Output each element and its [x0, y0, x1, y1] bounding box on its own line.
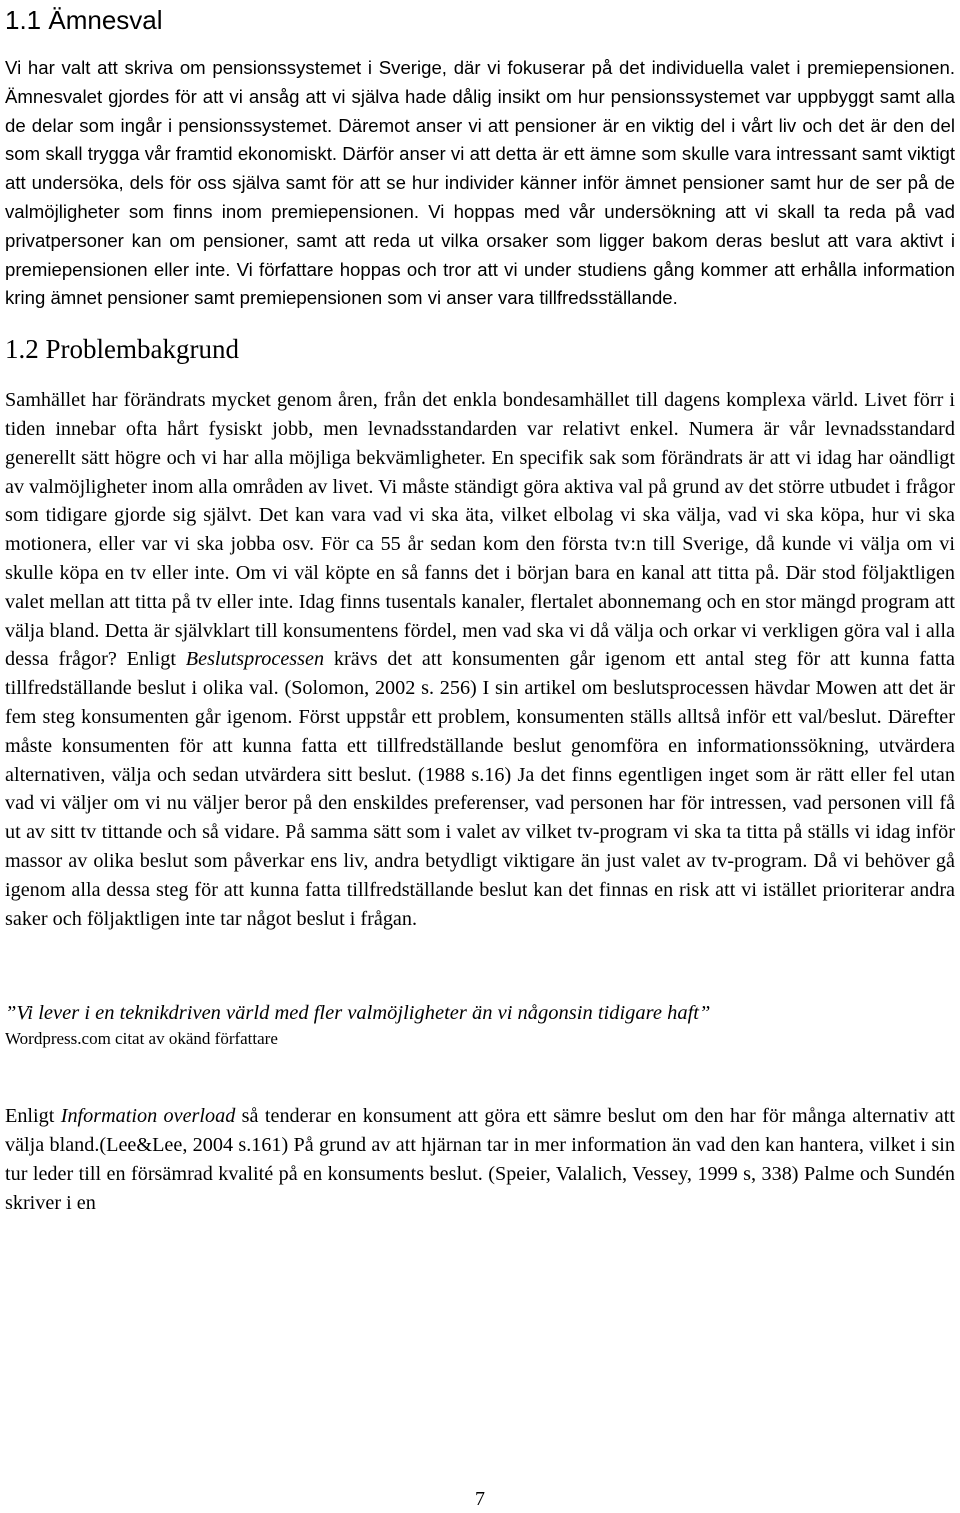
body-paragraph-amnesval: Vi har valt att skriva om pensionssystemet i Sverige, där vi fokuserar på det individuella valet i premiepensionen. Ämnesvalet gjordes för att vi ansåg att vi själva hade dålig insikt om hur pensionssystemet var uppbyggt samt alla de delar som ingår i pensionssystemet. Däremot anser vi att pensioner är en viktig del i vårt liv och det är den del som skall trygga vår framtid ekonomiskt. Därför anser vi att detta är ett ämne som skulle vara intressant samt viktigt att undersöka, dels för oss själva samt för att se hur individer känner inför ämnet pensioner samt hur de ser på de valmöjligheter som finns inom premiepensionen. Vi hoppas med vår undersökning att vi skall ta reda på vad privatpersoner kan om pensioner, samt att reda ut vilka orsaker som ligger bakom deras beslut att vara aktivt i premiepensionen eller inte. Vi författare hoppas och tror att vi under studiens gång kommer att erhålla information kring ämnet pensioner samt premiepensionen som vi anser vara tillfredsställande.	[5, 57, 955, 309]
italic-term: Information overload	[60, 1105, 236, 1128]
section-heading-amnesval: 1.1 Ämnesval	[5, 5, 163, 35]
paragraph-text: krävs det att konsumenten går igenom ett antal steg för att kunna fatta tillfredställande beslut i olika val. (Solomon, 2002 s. 256) I sin artikel om beslutsprocessen hävdar Mowen att det är fem steg konsumenten går igenom. Först uppstår ett problem, konsumenten ställs alltså inför ett val/beslut. Därefter måste konsumenten för att kunna fatta ett tillfredställande beslut genomföra en informationssökning, utvärdera alternativen, välja och sedan utvärdera sitt beslut. (1988 s.16) Ja det finns egentligen inget som är rätt eller fel utan vad vi väljer om vi nu väljer beror på den enskildes preferenser, vad personen har för intressen, vad personen vill få ut av sitt tv tittande och så vidare. På samma sätt som i valet av vilket tv-program vi ska ta titta på ställs vi idag inför massor av olika beslut som påverkar ens liv, andra betydligt viktigare än just valet av tv-program. Då vi behöver gå igenom alla dessa steg för att kunna fatta tillfredställande beslut kan det finnas en risk att vi istället prioriterar andra saker och följaktligen inte tar något beslut i frågan.	[5, 648, 955, 930]
quote-attribution: Wordpress.com citat av okänd författare	[5, 1029, 278, 1049]
document-page	[5, 0, 955, 1218]
body-paragraph-problembakgrund	[5, 386, 955, 933]
page-number: 7	[475, 1488, 485, 1510]
paragraph-text: Enligt	[5, 1105, 61, 1128]
body-paragraph-information-overload	[5, 1102, 955, 1217]
quote-text: ”Vi lever i en teknikdriven värld med fler valmöjligheter än vi någonsin tidigare haft”	[5, 1002, 711, 1025]
quote-block	[5, 999, 955, 1051]
section-heading-problembakgrund: 1.2 Problembakgrund	[5, 334, 239, 365]
italic-term: Beslutsprocessen	[185, 648, 325, 671]
paragraph-text: så tenderar en konsument att göra ett sämre beslut om den har för många alternativ att välja bland.(Lee&Lee, 2004 s.161) På grund av att hjärnan tar in mer information än vad den kan hantera, vilket i sin tur leder till en försämrad kvalité på en konsuments beslut. (Speier, Valalich, Vessey, 1999 s, 338) Palme och Sundén skriver i en	[5, 1105, 955, 1214]
paragraph-text: Samhället har förändrats mycket genom åren, från det enkla bondesamhället till dagens komplexa värld. Livet förr i tiden innebar ofta hårt fysiskt jobb, men levnadsstandarden var relativt enkel. Numera är vår levnadsstandard generellt sätt högre och vi har alla möjliga bekvämligheter. En specifik sak som förändrats är att vi idag har oändligt av valmöjligheter inom alla områden av livet. Vi måste ständigt göra aktiva val på grund av det större utbudet i frågor som tidigare gjorde sig självt. Det kan vara vad vi ska äta, vilket elbolag vi ska välja, vad vi ska köpa, hur vi ska motionera, eller var vi ska jobba osv. För ca 55 år sedan kom den första tv:n till Sverige, då kunde vi välja om vi skulle köpa en tv eller inte. Om vi väl köpte en så fanns det i början bara en kanal att titta på. Där stod följaktligen valet mellan att titta på tv eller inte. Idag finns tusentals kanaler, flertalet abonnemang och en stor mängd program att välja bland. Detta är självklart till konsumentens fördel, men vad ska vi då välja och orkar vi verkligen göra val i alla dessa frågor? Enligt	[5, 389, 955, 671]
